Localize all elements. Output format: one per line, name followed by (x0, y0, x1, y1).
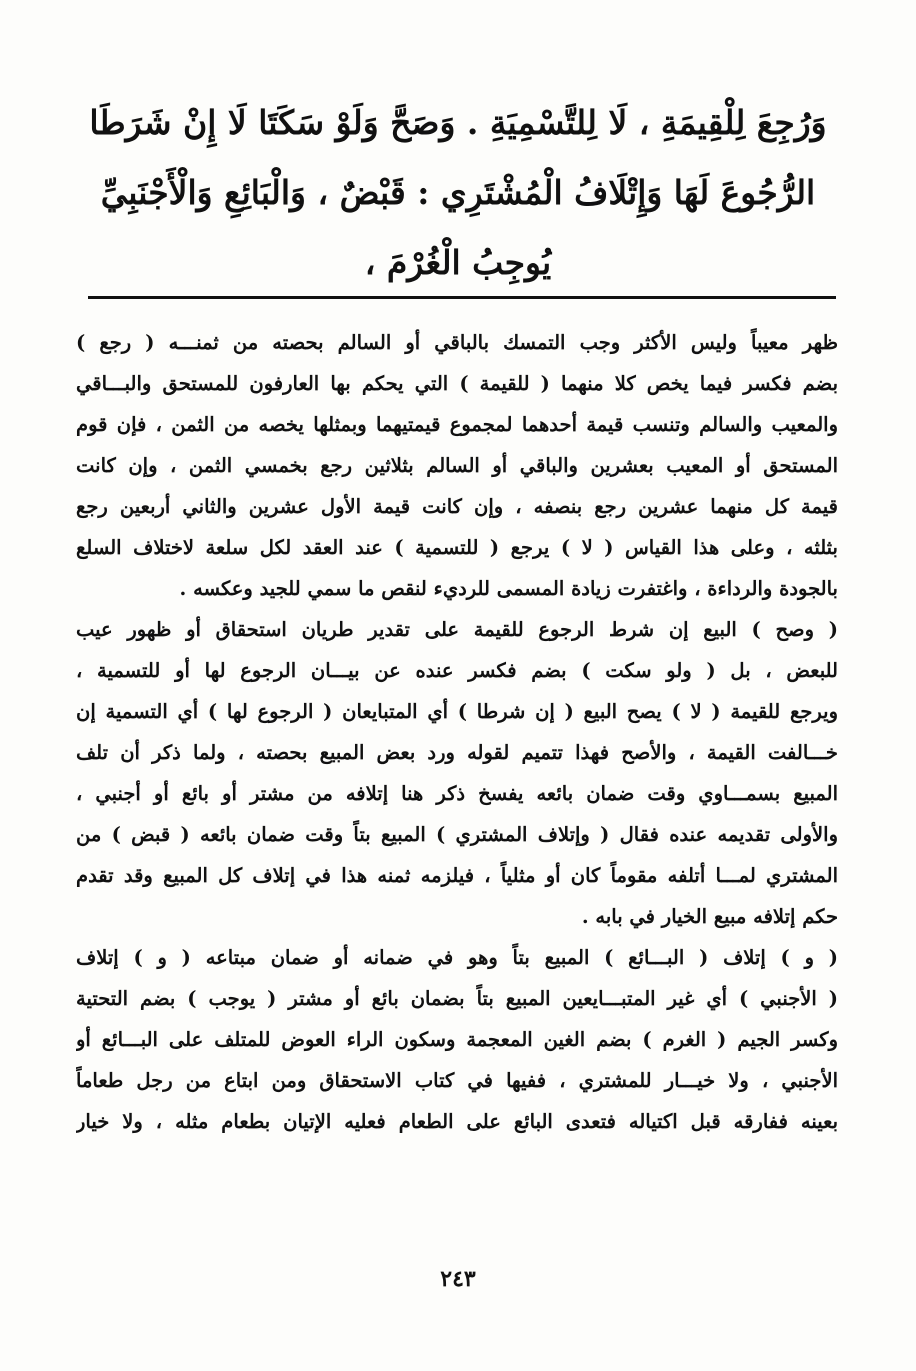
commentary-line: ( و ) إتلاف ( البـــائع ) المبيع بتاً وهو في ضمانه أو ضمان مبتاعه ( و ) إتلاف (76, 946, 838, 969)
matn-line: الرُّجُوعَ لَهَا وَإِتْلَافُ الْمُشْتَرِي : قَبْضٌ ، وَالْبَائِعِ وَالْأَجْنَبِيِّ (100, 173, 816, 212)
commentary-line: ويرجع للقيمة ( لا ) يصح البيع ( إن شرطا ) أي المتبايعان ( الرجوع لها ) أي التسمية إن (76, 700, 838, 723)
commentary-text-block (76, 322, 838, 1142)
commentary-line: خـــالفت القيمة ، والأصح فهذا تتميم لقوله ورد بعض المبيع بحصته ، ولما ذكر أن تلف (76, 741, 838, 764)
matn-text-block (80, 88, 836, 298)
commentary-line: قيمة كل منهما عشرين رجع بنصفه ، وإن كانت قيمة الأول عشرين والثاني أربعين رجع (76, 495, 838, 518)
commentary-line: ظهر معيباً وليس الأكثر وجب التمسك بالباقي أو السالم بحصته من ثمنـــه ( رجع ) (76, 331, 838, 354)
commentary-line: ( الأجنبي ) أي غير المتبـــايعين المبيع بتاً بضمان بائع أو مشتر ( يوجب ) بضم التحتية (76, 987, 838, 1010)
separator-rule (88, 296, 836, 299)
page-number: ٢٤٣ (440, 1266, 476, 1292)
commentary-line: بعينه ففارقه قبل اكتياله فتعدى البائع على الطعام فعليه الإتيان بطعام مثله ، ولا خيار (76, 1110, 838, 1133)
commentary-line: المشتري لمـــا أتلفه مقوماً كان أو مثلياً ، فيلزمه ثمنه هذا في إتلاف كل المبيع وقد تقدم (76, 864, 838, 887)
commentary-line: المستحق أو المعيب بعشرين والباقي أو السالم بثلاثين رجع بخمسي الثمن ، وإن كانت (76, 454, 838, 477)
commentary-line: ( وصح ) البيع إن شرط الرجوع للقيمة على تقدير طريان استحقاق أو ظهور عيب (76, 618, 838, 641)
commentary-line: الأجنبي ، ولا خيـــار للمشتري ، ففيها في كتاب الاستحقاق ومن ابتاع من رجل طعاماً (76, 1069, 838, 1092)
commentary-line: بثلثه ، وعلى هذا القياس ( لا ) يرجع ( للتسمية ) عند العقد لكل سلعة لاختلاف السلع (76, 536, 838, 559)
commentary-line: المبيع بسمـــاوي وقت ضمان بائعه يفسخ ذكر هنا إتلافه من مشتر أو بائع أو أجنبي ، (76, 782, 838, 805)
commentary-line: والأولى تقديمه عنده فقال ( وإتلاف المشتري ) المبيع بتاً وقت ضمان بائعه ( قبض ) من (76, 823, 838, 846)
commentary-line: حكم إتلافه مبيع الخيار في بابه . (581, 905, 838, 928)
commentary-line: بالجودة والرداءة ، واغتفرت زيادة المسمى للرديء لنقص ما سمي للجيد وعكسه . (179, 577, 838, 600)
matn-line: يُوجِبُ الْغُرْمَ ، (364, 243, 552, 282)
matn-line: وَرُجِعَ لِلْقِيمَةِ ، لَا لِلتَّسْمِيَةِ . وَصَحَّ وَلَوْ سَكَتَا لَا إِنْ شَرَطَا (89, 103, 827, 142)
commentary-line: والمعيب والسالم وتنسب قيمة أحدهما لمجموع قيمتيهما وبمثلها يخصه من الثمن ، فإن قوم (76, 413, 838, 436)
commentary-line: وكسر الجيم ( الغرم ) بضم الغين المعجمة وسكون الراء العوض للمتلف على البـــائع أو (76, 1028, 838, 1051)
commentary-line: بضم فكسر فيما يخص كلا منهما ( للقيمة ) التي يحكم بها العارفون للمستحق والبـــاقي (76, 372, 838, 395)
commentary-line: للبعض ، بل ( ولو سكت ) بضم فكسر عنده عن بيـــان الرجوع لها أو للتسمية ، (76, 659, 838, 682)
